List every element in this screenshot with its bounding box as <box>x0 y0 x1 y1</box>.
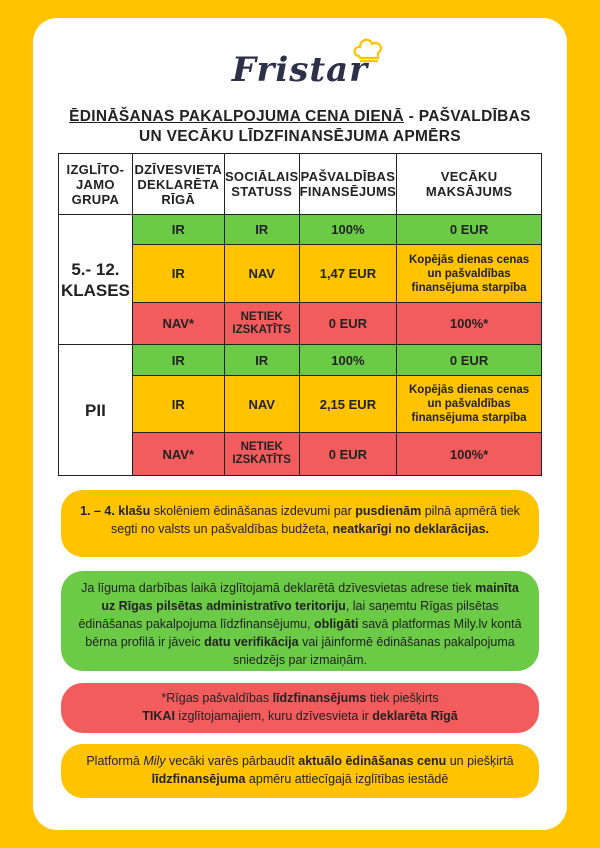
chef-hat-icon <box>351 36 385 64</box>
poster-card <box>33 18 567 830</box>
header-cell: SOCIĀLAIS STATUSS <box>224 154 299 215</box>
note-mily-platform: Platformā Mily vecāki varēs pārbaudīt aktuālo ēdināšanas cenu un piešķirtā līdzfinansējuma apmēru attiecīgajā izglītības iestādē <box>61 744 539 798</box>
note-cofinancing: *Rīgas pašvaldības līdzfinansējums tiek piešķirts TIKAI izglītojamajiem, kuru dzīvesvieta ir deklarēta Rīgā <box>61 683 539 733</box>
table-cell: 1,47 EUR <box>299 245 396 303</box>
table-cell: IR <box>224 215 299 245</box>
table-cell: 2,15 EUR <box>299 376 396 433</box>
table-cell: 100% <box>299 345 396 376</box>
group-label: PII <box>59 345 133 476</box>
price-table <box>58 153 542 476</box>
table-cell: 0 EUR <box>397 215 542 245</box>
table-cell: NETIEK IZSKATĪTS <box>224 303 299 345</box>
table-cell: NAV* <box>132 303 224 345</box>
table-cell: 0 EUR <box>299 433 396 476</box>
page-title <box>33 107 567 147</box>
table-cell: 100%* <box>397 303 542 345</box>
table-cell: IR <box>132 215 224 245</box>
title-underlined: ĒDINĀŠANAS PAKALPOJUMA CENA DIENĀ <box>69 108 405 125</box>
table-cell: 0 EUR <box>397 345 542 376</box>
table-row <box>59 215 542 245</box>
table-cell: Kopējās dienas cenas un pašvaldības finansējuma starpība <box>397 245 542 303</box>
header-cell: PAŠVALDĪBAS FINANSĒJUMS <box>299 154 396 215</box>
note-free-lunch: 1. – 4. klašu skolēniem ēdināšanas izdevumi par pusdienām pilnā apmērā tiek segti no valsts un pašvaldības budžeta, neatkarīgi no deklarācijas. <box>61 490 539 557</box>
table-cell: NAV <box>224 376 299 433</box>
table-cell: Kopējās dienas cenas un pašvaldības finansējuma starpība <box>397 376 542 433</box>
header-cell: VECĀKU MAKSĀJUMS <box>397 154 542 215</box>
table-row <box>59 345 542 376</box>
table-cell: NETIEK IZSKATĪTS <box>224 433 299 476</box>
table-cell: IR <box>132 245 224 303</box>
note-address-change: Ja līguma darbības laikā izglītojamā deklarētā dzīvesvietas adrese tiek mainīta uz Rīgas pilsētas administratīvo teritoriju, lai saņemtu Rīgas pilsētas ēdināšanas pakalpojuma līdzfinansējumu, obligāti savā platformas Mily.lv kontā bērna profilā ir jāveic datu verifikācija vai jāinformē ēdināšanas pakalpojuma sniedzējs par izmaiņām. <box>61 571 539 671</box>
table-header-row <box>59 154 542 215</box>
table-cell: NAV <box>224 245 299 303</box>
table-cell: 100% <box>299 215 396 245</box>
logo <box>33 50 567 90</box>
table-cell: IR <box>224 345 299 376</box>
title-line2: UN VECĀKU LĪDZFINANSĒJUMA APMĒRS <box>139 128 461 145</box>
table-cell: IR <box>132 345 224 376</box>
table-cell: 0 EUR <box>299 303 396 345</box>
table-cell: NAV* <box>132 433 224 476</box>
table-cell: 100%* <box>397 433 542 476</box>
group-label: 5.- 12. KLASES <box>59 215 133 345</box>
table-cell: IR <box>132 376 224 433</box>
header-cell: IZGLĪTO- JAMO GRUPA <box>59 154 133 215</box>
logo-text: Fristar <box>231 50 369 90</box>
title-rest: - PAŠVALDĪBAS <box>404 108 531 125</box>
header-cell: DZĪVESVIETA DEKLARĒTA RĪGĀ <box>132 154 224 215</box>
